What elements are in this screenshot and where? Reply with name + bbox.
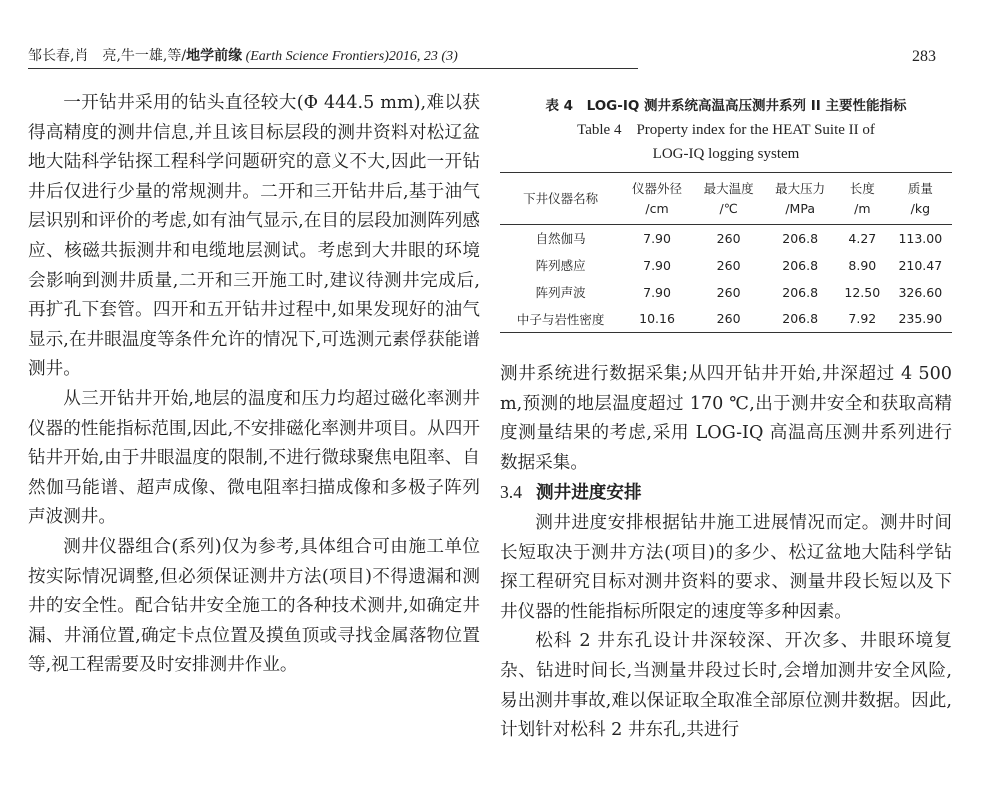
table-cell: 206.8: [782, 257, 819, 273]
header-instrument-label: 下井仪器名称: [523, 190, 599, 206]
table-cell: 210.47: [898, 257, 943, 273]
table-caption-cn: 表 4 LOG-IQ 测井系统高温高压测井系列 II 主要性能指标: [545, 98, 907, 114]
left-paragraph-2: 从三开钻井开始,地层的温度和压力均超过磁化率测井仪器的性能指标范围,因此,不安排磁化率测井项目。从四开钻井开始,由于井眼温度的限制,不进行微球聚焦电阻率、自然伽马能谱、超声成像、微电阻率扫描成像和多极子阵列声波测井。: [28, 388, 480, 528]
table-cell: 206.8: [782, 284, 819, 300]
header-journal-cn: 地学前缘: [186, 48, 243, 64]
right-paragraph-1: 测井系统进行数据采集;从四开钻井开始,井深超过 4 500 m,预测的地层温度超过 170 ℃,出于测井安全和获取高精度测量结果的考虑,采用 LOG-IQ 高温高压测井系列进行数据采集。: [500, 364, 952, 473]
header-temperature: [693, 173, 765, 225]
table-cell: 7.90: [643, 284, 671, 300]
table-cell: 206.8: [782, 230, 819, 246]
header-instrument: [500, 173, 621, 225]
table-cell: 10.16: [639, 311, 675, 327]
table-row: [500, 225, 952, 252]
header-mass-label: 质量: [907, 180, 933, 196]
header-temperature-unit: /℃: [719, 200, 738, 216]
table-cell: 自然伽马: [535, 231, 586, 247]
table-cell: 260: [716, 284, 741, 300]
table-cell: 4.27: [848, 230, 877, 246]
table-cell: 7.92: [848, 311, 877, 327]
table-cell: 8.90: [848, 257, 877, 273]
running-header: [28, 44, 638, 69]
table-cell: 阵列声波: [535, 285, 586, 300]
table-cell: 113.00: [898, 230, 943, 246]
table-cell: 235.90: [898, 311, 943, 327]
table-cell: 260: [716, 230, 741, 246]
left-paragraph-3: 测井仪器组合(系列)仅为参考,具体组合可由施工单位按实际情况调整,但必须保证测井方法(项目)不得遗漏和测井的安全性。配合钻井安全施工的各种技术测井,如确定井漏、井涌位置,确定卡点位置及摸鱼顶或寻找金属落物位置等,视工程需要及时安排测井作业。: [28, 536, 480, 676]
header-mass-unit: /kg: [910, 200, 931, 216]
table-row: [500, 279, 952, 306]
header-length-label: 长度: [849, 180, 875, 196]
header-pressure-unit: /MPa: [785, 200, 815, 216]
table-cell: 中子与岩性密度: [516, 311, 605, 327]
property-table: [500, 172, 952, 333]
header-diameter-label: 仪器外径: [632, 180, 683, 196]
section-title: 测井进度安排: [536, 483, 642, 504]
header-authors: 邹长春,肖 亮,牛一雄,等/: [28, 48, 187, 64]
header-pressure-label: 最大压力: [775, 180, 826, 196]
table-header-row: [500, 173, 952, 225]
table-row: [500, 306, 952, 333]
header-diameter: [621, 173, 693, 225]
section-heading: [500, 478, 952, 509]
table-cell: 260: [716, 257, 741, 273]
header-diameter-unit: /cm: [645, 200, 669, 216]
table-cell: 7.90: [643, 257, 671, 273]
section-number: 3.4: [500, 482, 522, 503]
table-row: [500, 252, 952, 279]
table-caption-en: [500, 118, 952, 166]
header-length-unit: /m: [854, 200, 871, 216]
header-length: [836, 173, 889, 225]
table-caption-en-line1: Table 4 Property index for the HEAT Suite II of: [577, 122, 875, 138]
table-cell: 12.50: [844, 284, 881, 300]
table-cell: 7.90: [643, 230, 671, 246]
table-cell: 206.8: [782, 311, 819, 327]
page-number: 283: [912, 48, 936, 65]
right-paragraph-3: 松科 2 井东孔设计井深较深、开次多、井眼环境复杂、钻进时间长,当测量井段过长时,会增加测井安全风险,易出测井事故,难以保证取全取准全部原位测井数据。因此,计划针对松科 2 井东孔,共进行: [500, 631, 952, 741]
right-paragraph-2: 测井进度安排根据钻井施工进展情况而定。测井时间长短取决于测井方法(项目)的多少、松辽盆地大陆科学钻探工程研究目标对测井资料的要求、测量井段长短以及下井仪器的性能指标所限定的速度等多种因素。: [500, 512, 952, 622]
header-journal-en: (Earth Science Frontiers)2016, 23 (3): [242, 49, 458, 64]
header-pressure: [764, 173, 836, 225]
table-cell: 阵列感应: [535, 258, 586, 273]
left-column: [28, 89, 480, 681]
header-temperature-label: 最大温度: [703, 180, 754, 196]
table-cell: 326.60: [898, 284, 943, 300]
table-cell: 260: [716, 311, 741, 327]
left-paragraph-1: 一开钻井采用的钻头直径较大(Φ 444.5 mm),难以获得高精度的测井信息,并且该目标层段的测井资料对松辽盆地大陆科学钻探工程科学问题研究的意义不大,因此一开钻井后仅进行少量的常规测井。二开和三开钻井后,基于油气层识别和评价的考虑,如有油气显示,在目的层段加测阵列感应、核磁共振测井和电缆地层测试。考虑到大井眼的环境会影响到测井质量,二开和三开施工时,建议待测井完成后,再扩孔下套管。四开和五开钻井过程中,如果发现好的油气显示,在井眼温度等条件允许的情况下,可选测元素俘获能谱测井。: [28, 93, 480, 380]
header-mass: [889, 173, 952, 225]
table-caption-en-line2: LOG-IQ logging system: [652, 146, 800, 162]
right-column: [500, 360, 952, 746]
